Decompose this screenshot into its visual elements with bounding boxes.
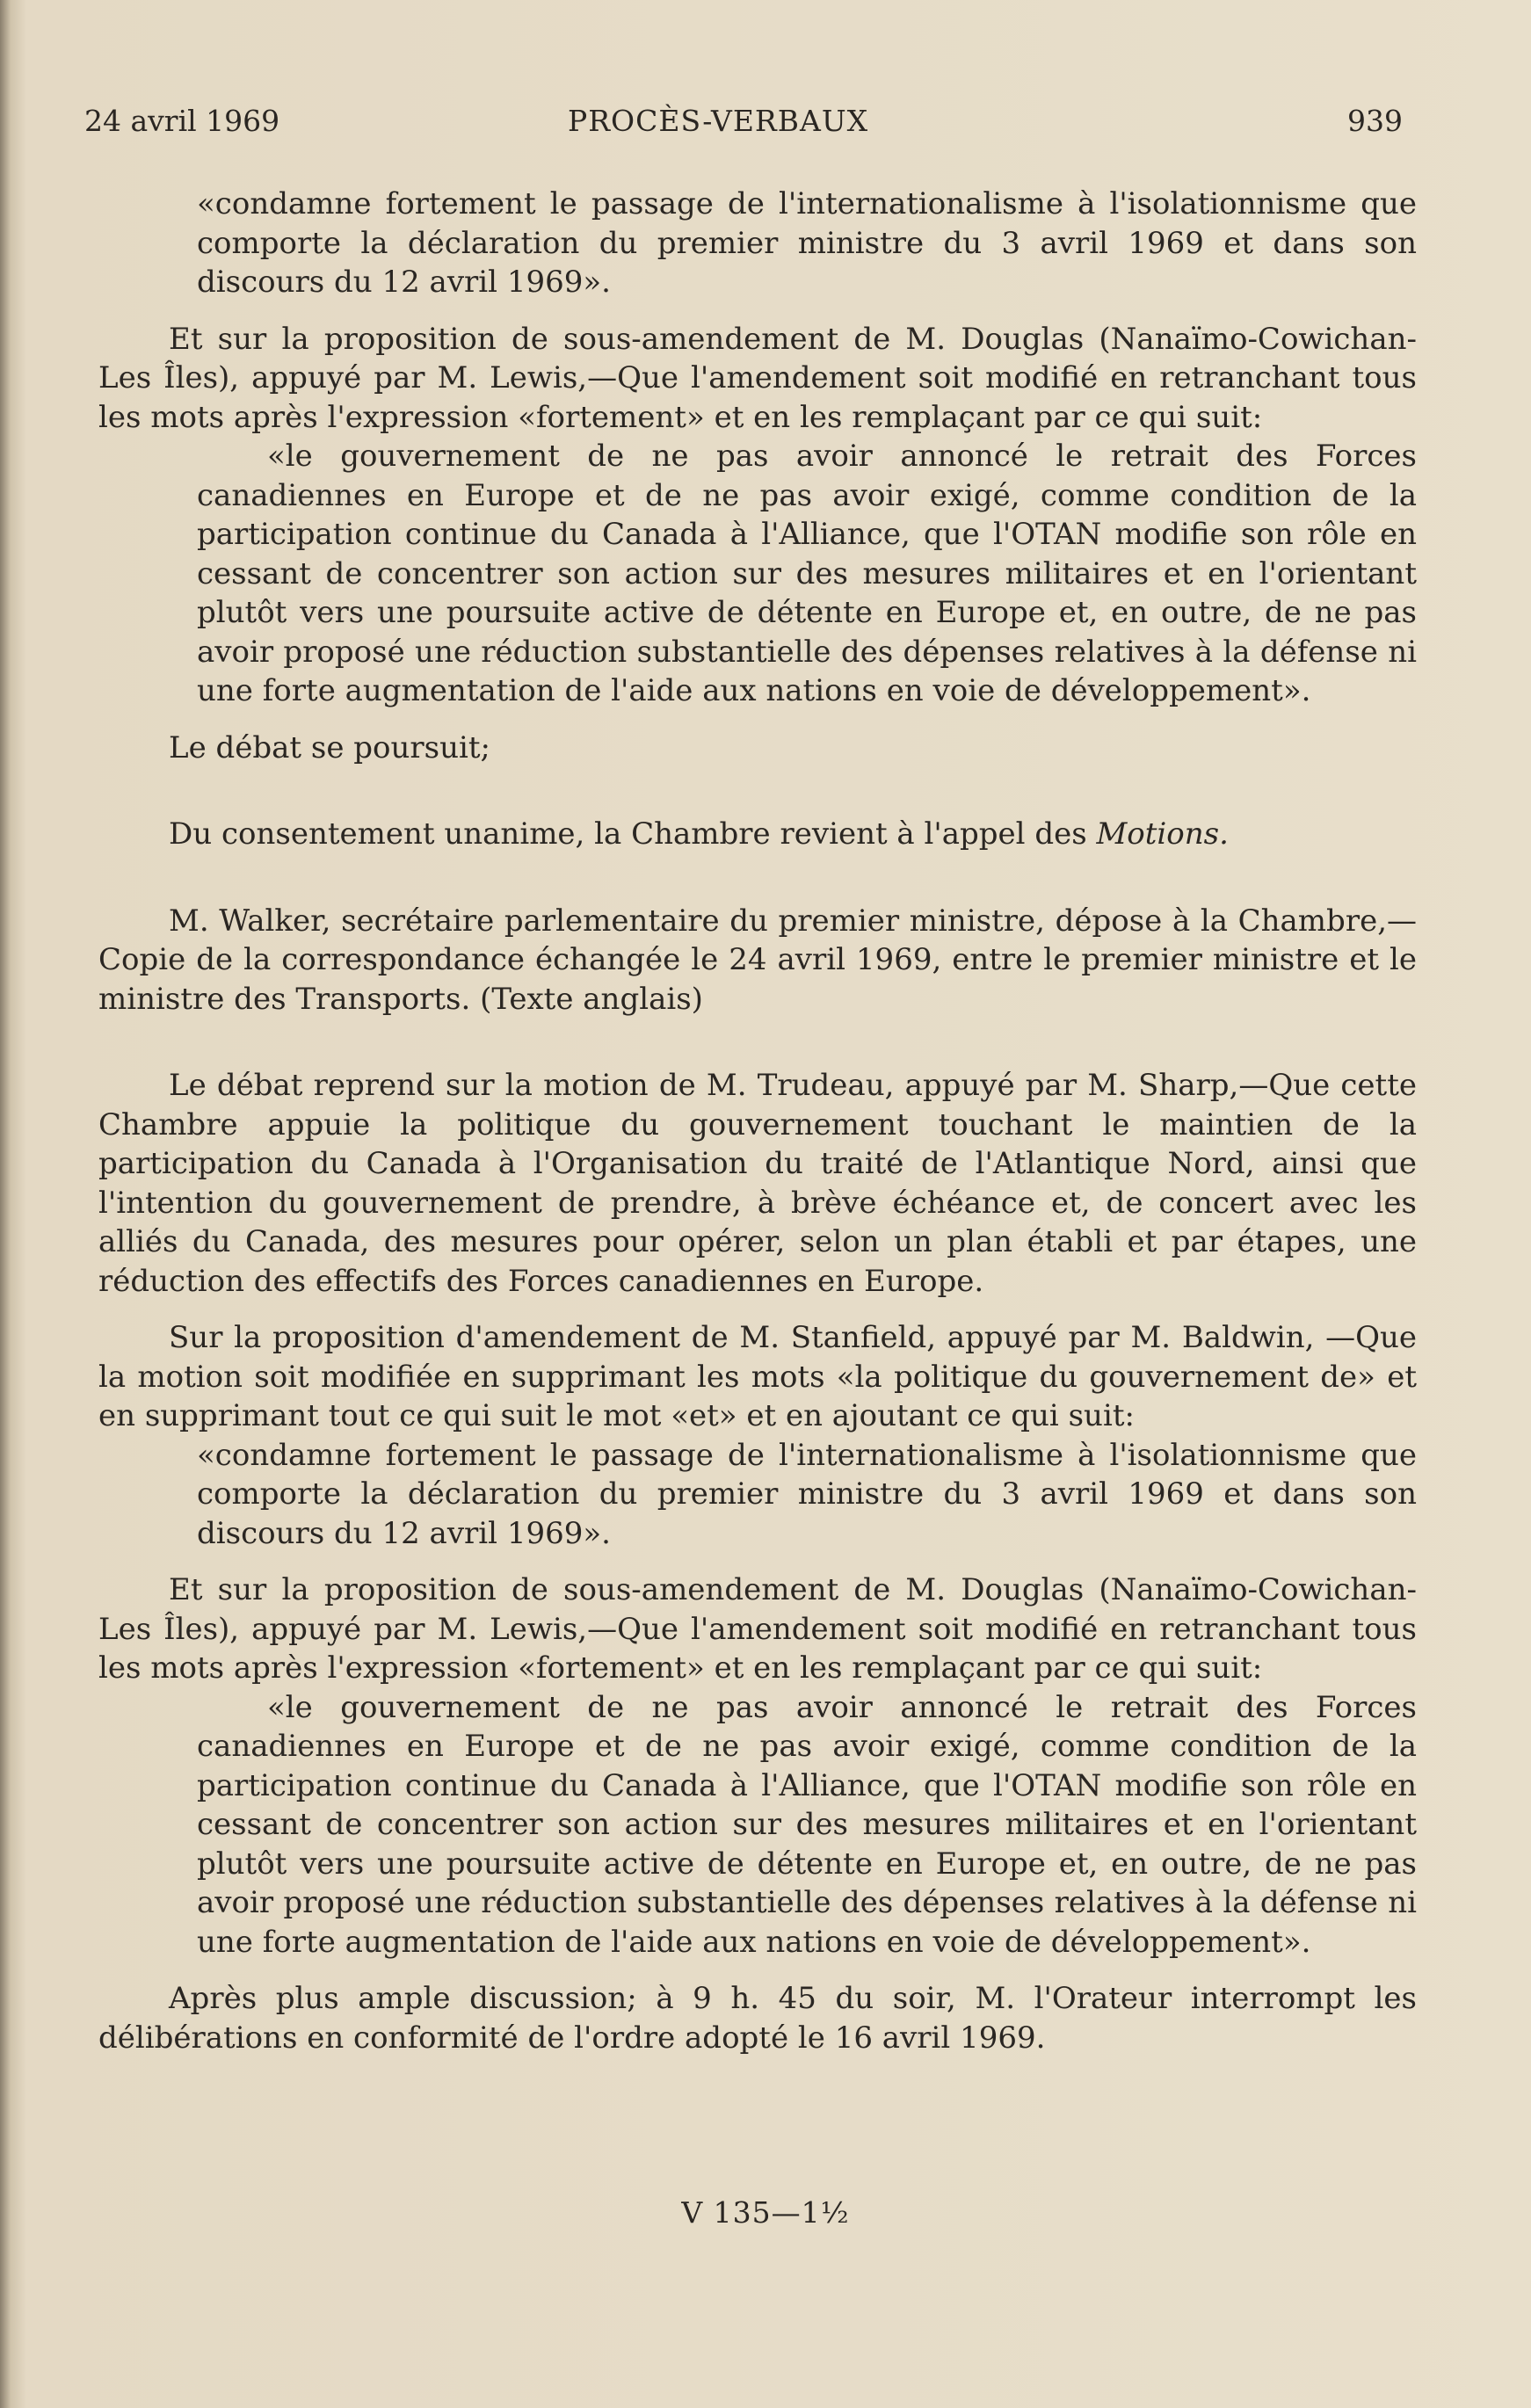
paragraph-text: Du consentement unanime, la Chambre revient à l'appel des [169,816,1087,852]
body-paragraph: Le débat se poursuit; [169,729,490,765]
page-signature: V 135—1½ [681,2195,850,2230]
quote-paragraph: «le gouvernement de ne pas avoir annoncé le retrait des Forces canadiennes en Europe et de ne pas avoir exigé, comme condition de la participation continue du Canada à l'Alliance, que l'OTAN modifie son rôle en cessant de concentrer son action sur des mesures militaires et en l'orientant plutôt vers une poursuite active de détente en Europe et, en outre, de ne pas avoir proposé une réduction substantielle des dépenses relatives à la défense ni une forte augmentation de l'aide aux nations en voie de développement». [197,439,1417,708]
header-date: 24 avril 1969 [84,104,280,138]
header-title: PROCÈS-VERBAUX [568,104,869,138]
body-paragraph: Le débat reprend sur la motion de M. Trudeau, appuyé par M. Sharp,—Que cette Chambre appuie la politique du gouvernement touchant le maintien de la participation du Canada à l'Organisation du traité de l'Atlantique Nord, ainsi que l'intention du gouvernement de prendre, à brève échéance et, de concert avec les alliés du Canada, des mesures pour opérer, selon un plan établi et par étapes, une réduction des effectifs des Forces canadiennes en Europe. [98,1068,1417,1299]
body-paragraph: M. Walker, secrétaire parlementaire du premier ministre, dépose à la Chambre,—Copie de la correspondance échangée le 24 avril 1969, entre le premier ministre et le ministre des Transports. (Texte anglais) [98,903,1417,1017]
document-body [98,185,1417,2057]
quote-paragraph: «condamne fortement le passage de l'internationalisme à l'isolationnisme que comporte la déclaration du premier ministre du 3 avril 1969 et dans son discours du 12 avril 1969». [197,186,1417,300]
header-page-number: 939 [1347,104,1403,138]
quote-paragraph: «le gouvernement de ne pas avoir annoncé le retrait des Forces canadiennes en Europe et de ne pas avoir exigé, comme condition de la participation continue du Canada à l'Alliance, que l'OTAN modifie son rôle en cessant de concentrer son action sur des mesures militaires et en l'orientant plutôt vers une poursuite active de détente en Europe et, en outre, de ne pas avoir proposé une réduction substantielle des dépenses relatives à la défense ni une forte augmentation de l'aide aux nations en voie de développement». [197,1689,1417,1960]
body-paragraph: Après plus ample discussion; à 9 h. 45 du soir, M. l'Orateur interrompt les délibérations en conformité de l'ordre adopté le 16 avril 1969. [98,1981,1417,2056]
italic-word: Motions. [1096,816,1229,852]
body-paragraph: Et sur la proposition de sous-amendement de M. Douglas (Nanaïmo-Cowichan-Les Îles), appuyé par M. Lewis,—Que l'amendement soit modifié en retranchant tous les mots après l'expression «fortement» et en les remplaçant par ce qui suit: [98,321,1417,435]
body-paragraph [98,815,1417,854]
body-paragraph: Sur la proposition d'amendement de M. Stanfield, appuyé par M. Baldwin, —Que la motion soit modifiée en supprimant les mots «la politique du gouvernement de» et en supprimant tout ce qui suit le mot «et» et en ajoutant ce qui suit: [98,1320,1417,1433]
body-paragraph: Et sur la proposition de sous-amendement de M. Douglas (Nanaïmo-Cowichan-Les Îles), appuyé par M. Lewis,—Que l'amendement soit modifié en retranchant tous les mots après l'expression «fortement» et en les remplaçant par ce qui suit: [98,1572,1417,1686]
page-header [84,104,1403,156]
quote-paragraph: «condamne fortement le passage de l'internationalisme à l'isolationnisme que comporte la déclaration du premier ministre du 3 avril 1969 et dans son discours du 12 avril 1969». [197,1437,1417,1551]
